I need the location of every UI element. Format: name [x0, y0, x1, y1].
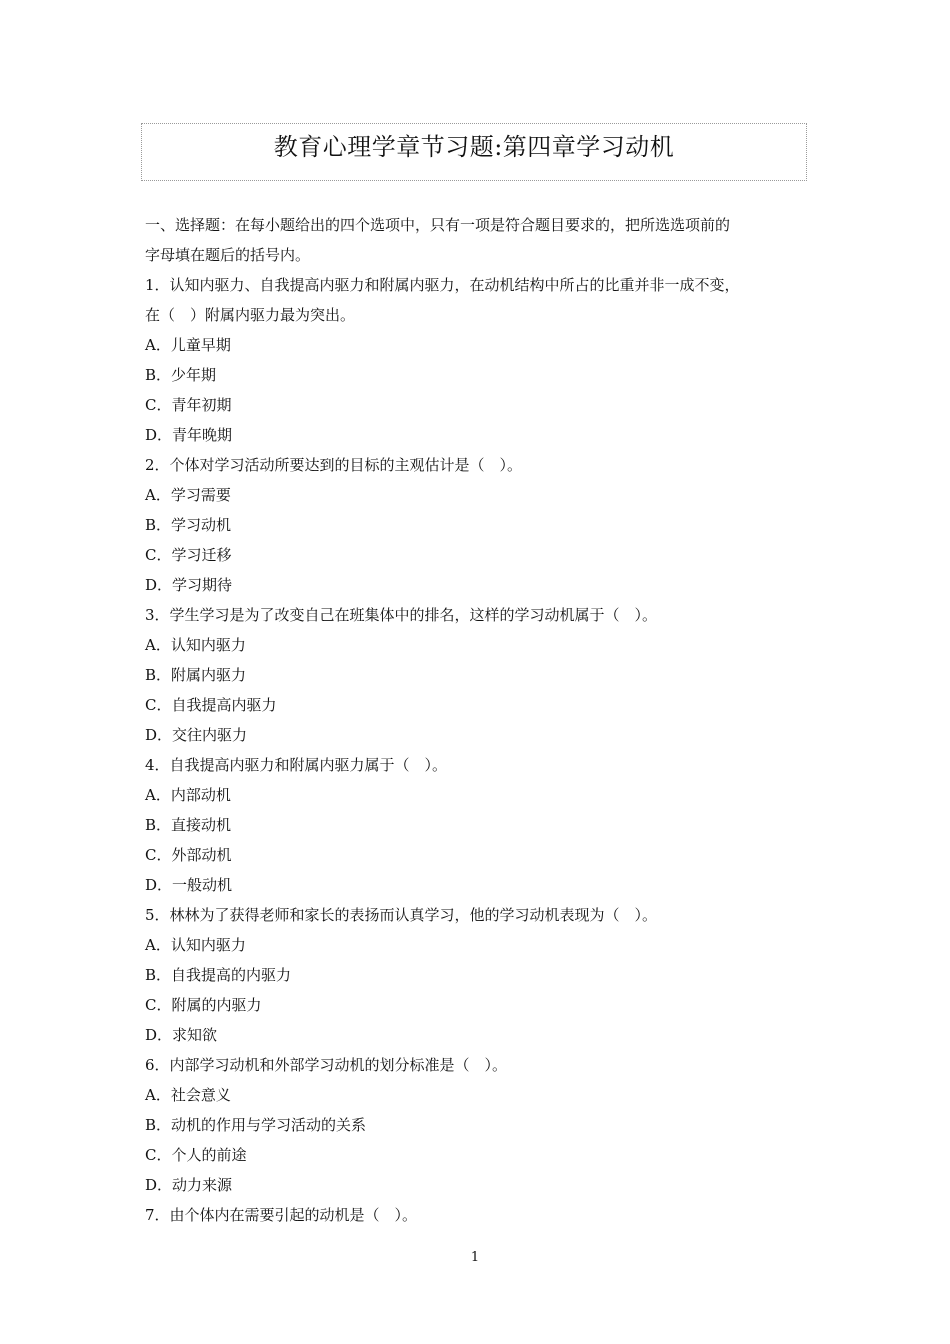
question-6: 6．内部学习动机和外部学习动机的划分标准是（ ）。: [145, 1056, 508, 1074]
question-1-line-2: 在（ ）附属内驱力最为突出。: [145, 306, 356, 324]
question-1-option-c: C．青年初期: [145, 396, 232, 414]
question-6-option-a: A．社会意义: [145, 1086, 231, 1104]
question-1-option-b: B．少年期: [145, 366, 217, 384]
title-box: [141, 123, 807, 181]
question-2-option-c: C．学习迁移: [145, 546, 232, 564]
question-3-option-b: B．附属内驱力: [145, 666, 247, 684]
question-5-option-c: C．附属的内驱力: [145, 996, 262, 1014]
instruction-line-1: 一、选择题：在每小题给出的四个选项中，只有一项是符合题目要求的，把所选选项前的: [145, 216, 731, 234]
page-number: 1: [470, 1250, 480, 1265]
question-1-option-d: D．青年晚期: [145, 426, 233, 444]
question-4-option-d: D．一般动机: [145, 876, 233, 894]
question-2-option-a: A．学习需要: [145, 486, 231, 504]
question-2-option-d: D．学习期待: [145, 576, 233, 594]
question-5-option-a: A．认知内驱力: [145, 936, 246, 954]
question-5-option-b: B．自我提高的内驱力: [145, 966, 292, 984]
question-1-line-1: 1．认知内驱力、自我提高内驱力和附属内驱力，在动机结构中所占的比重并非一成不变，: [145, 276, 740, 294]
question-6-option-d: D．动力来源: [145, 1176, 233, 1194]
question-3-option-d: D．交往内驱力: [145, 726, 248, 744]
question-2: 2．个体对学习活动所要达到的目标的主观估计是（ ）。: [145, 456, 523, 474]
question-1-option-a: A．儿童早期: [145, 336, 231, 354]
question-3: 3．学生学习是为了改变自己在班集体中的排名，这样的学习动机属于（ ）。: [145, 606, 658, 624]
question-2-option-b: B．学习动机: [145, 516, 232, 534]
question-4-option-b: B．直接动机: [145, 816, 232, 834]
question-6-option-c: C．个人的前途: [145, 1146, 247, 1164]
question-3-option-a: A．认知内驱力: [145, 636, 246, 654]
document-body: [145, 210, 810, 1230]
question-4-option-a: A．内部动机: [145, 786, 231, 804]
question-5: 5．林林为了获得老师和家长的表扬而认真学习，他的学习动机表现为（ ）。: [145, 906, 658, 924]
question-5-option-d: D．求知欲: [145, 1026, 218, 1044]
instruction-line-2: 字母填在题后的括号内。: [145, 246, 311, 264]
question-7: 7．由个体内在需要引起的动机是（ ）。: [145, 1206, 418, 1224]
document-title: 教育心理学章节习题:第四章学习动机: [273, 133, 675, 161]
question-3-option-c: C．自我提高内驱力: [145, 696, 277, 714]
question-4: 4．自我提高内驱力和附属内驱力属于（ ）。: [145, 756, 448, 774]
question-4-option-c: C．外部动机: [145, 846, 232, 864]
question-6-option-b: B．动机的作用与学习活动的关系: [145, 1116, 367, 1134]
